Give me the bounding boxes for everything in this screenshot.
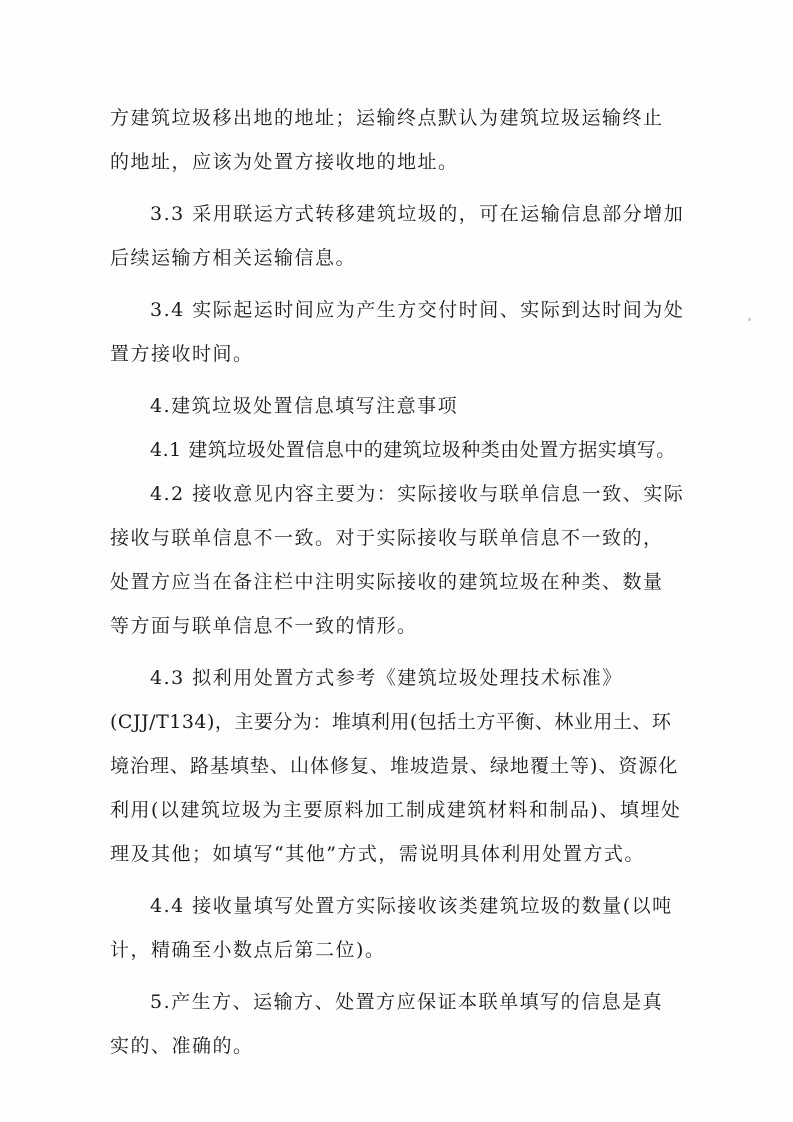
text-line: 处置方应当在备注栏中注明实际接收的建筑垃圾在种类、数量: [110, 571, 664, 593]
paragraph-4-1: [110, 428, 685, 472]
paragraph-4-3: [110, 656, 685, 876]
text-line: 5.产生方、运输方、处置方应保证本联单填写的信息是真: [150, 991, 664, 1013]
text-line: 等方面与联单信息不一致的情形。: [110, 615, 418, 637]
text-line: 4.4 接收量填写处置方实际接收该类建筑垃圾的数量(以吨: [150, 895, 673, 917]
document-body: [110, 96, 685, 1068]
text-line: 4.3 拟利用处置方式参考《建筑垃圾处理技术标准》: [150, 667, 623, 689]
text-line: 3.4 实际起运时间应为产生方交付时间、实际到达时间为处: [150, 299, 685, 321]
text-line: 接收与联单信息不一致。对于实际接收与联单信息不一致的，: [110, 527, 664, 549]
text-line: 利用(以建筑垃圾为主要原料加工制成建筑材料和制品)、填埋处: [110, 799, 682, 821]
text-line: 的地址，应该为处置方接收地的地址。: [110, 151, 459, 173]
paragraph-3-3: [110, 192, 685, 280]
section-heading: 4.建筑垃圾处置信息填写注意事项: [150, 395, 459, 417]
text-line: 实的、准确的。: [110, 1035, 254, 1057]
paragraph-5: [110, 980, 685, 1068]
text-line: 计，精确至小数点后第二位)。: [110, 939, 386, 961]
text-line: 境治理、路基填垫、山体修复、堆坡造景、绿地覆土等)、资源化: [110, 755, 679, 777]
text-line: 3.3 采用联运方式转移建筑垃圾的，可在运输信息部分增加: [150, 203, 685, 225]
paragraph-3-2-continuation: [110, 96, 685, 184]
paragraph-4-2: [110, 472, 685, 648]
text-line: 置方接收时间。: [110, 343, 254, 365]
text-line: 理及其他；如填写“其他”方式，需说明具体利用处置方式。: [110, 843, 645, 865]
paragraph-3-4: [110, 288, 685, 376]
scan-speck: [748, 318, 751, 321]
section-4-heading: [110, 384, 685, 428]
text-line: 4.1 建筑垃圾处置信息中的建筑垃圾种类由处置方据实填写。: [150, 439, 676, 461]
text-line: 后续运输方相关运输信息。: [110, 247, 357, 269]
paragraph-4-4: [110, 884, 685, 972]
text-line: 方建筑垃圾移出地的地址；运输终点默认为建筑垃圾运输终止: [110, 107, 664, 129]
text-line: 4.2 接收意见内容主要为：实际接收与联单信息一致、实际: [150, 483, 685, 505]
text-line: (CJJ/T134)，主要分为：堆填利用(包括土方平衡、林业用土、环: [110, 711, 672, 733]
